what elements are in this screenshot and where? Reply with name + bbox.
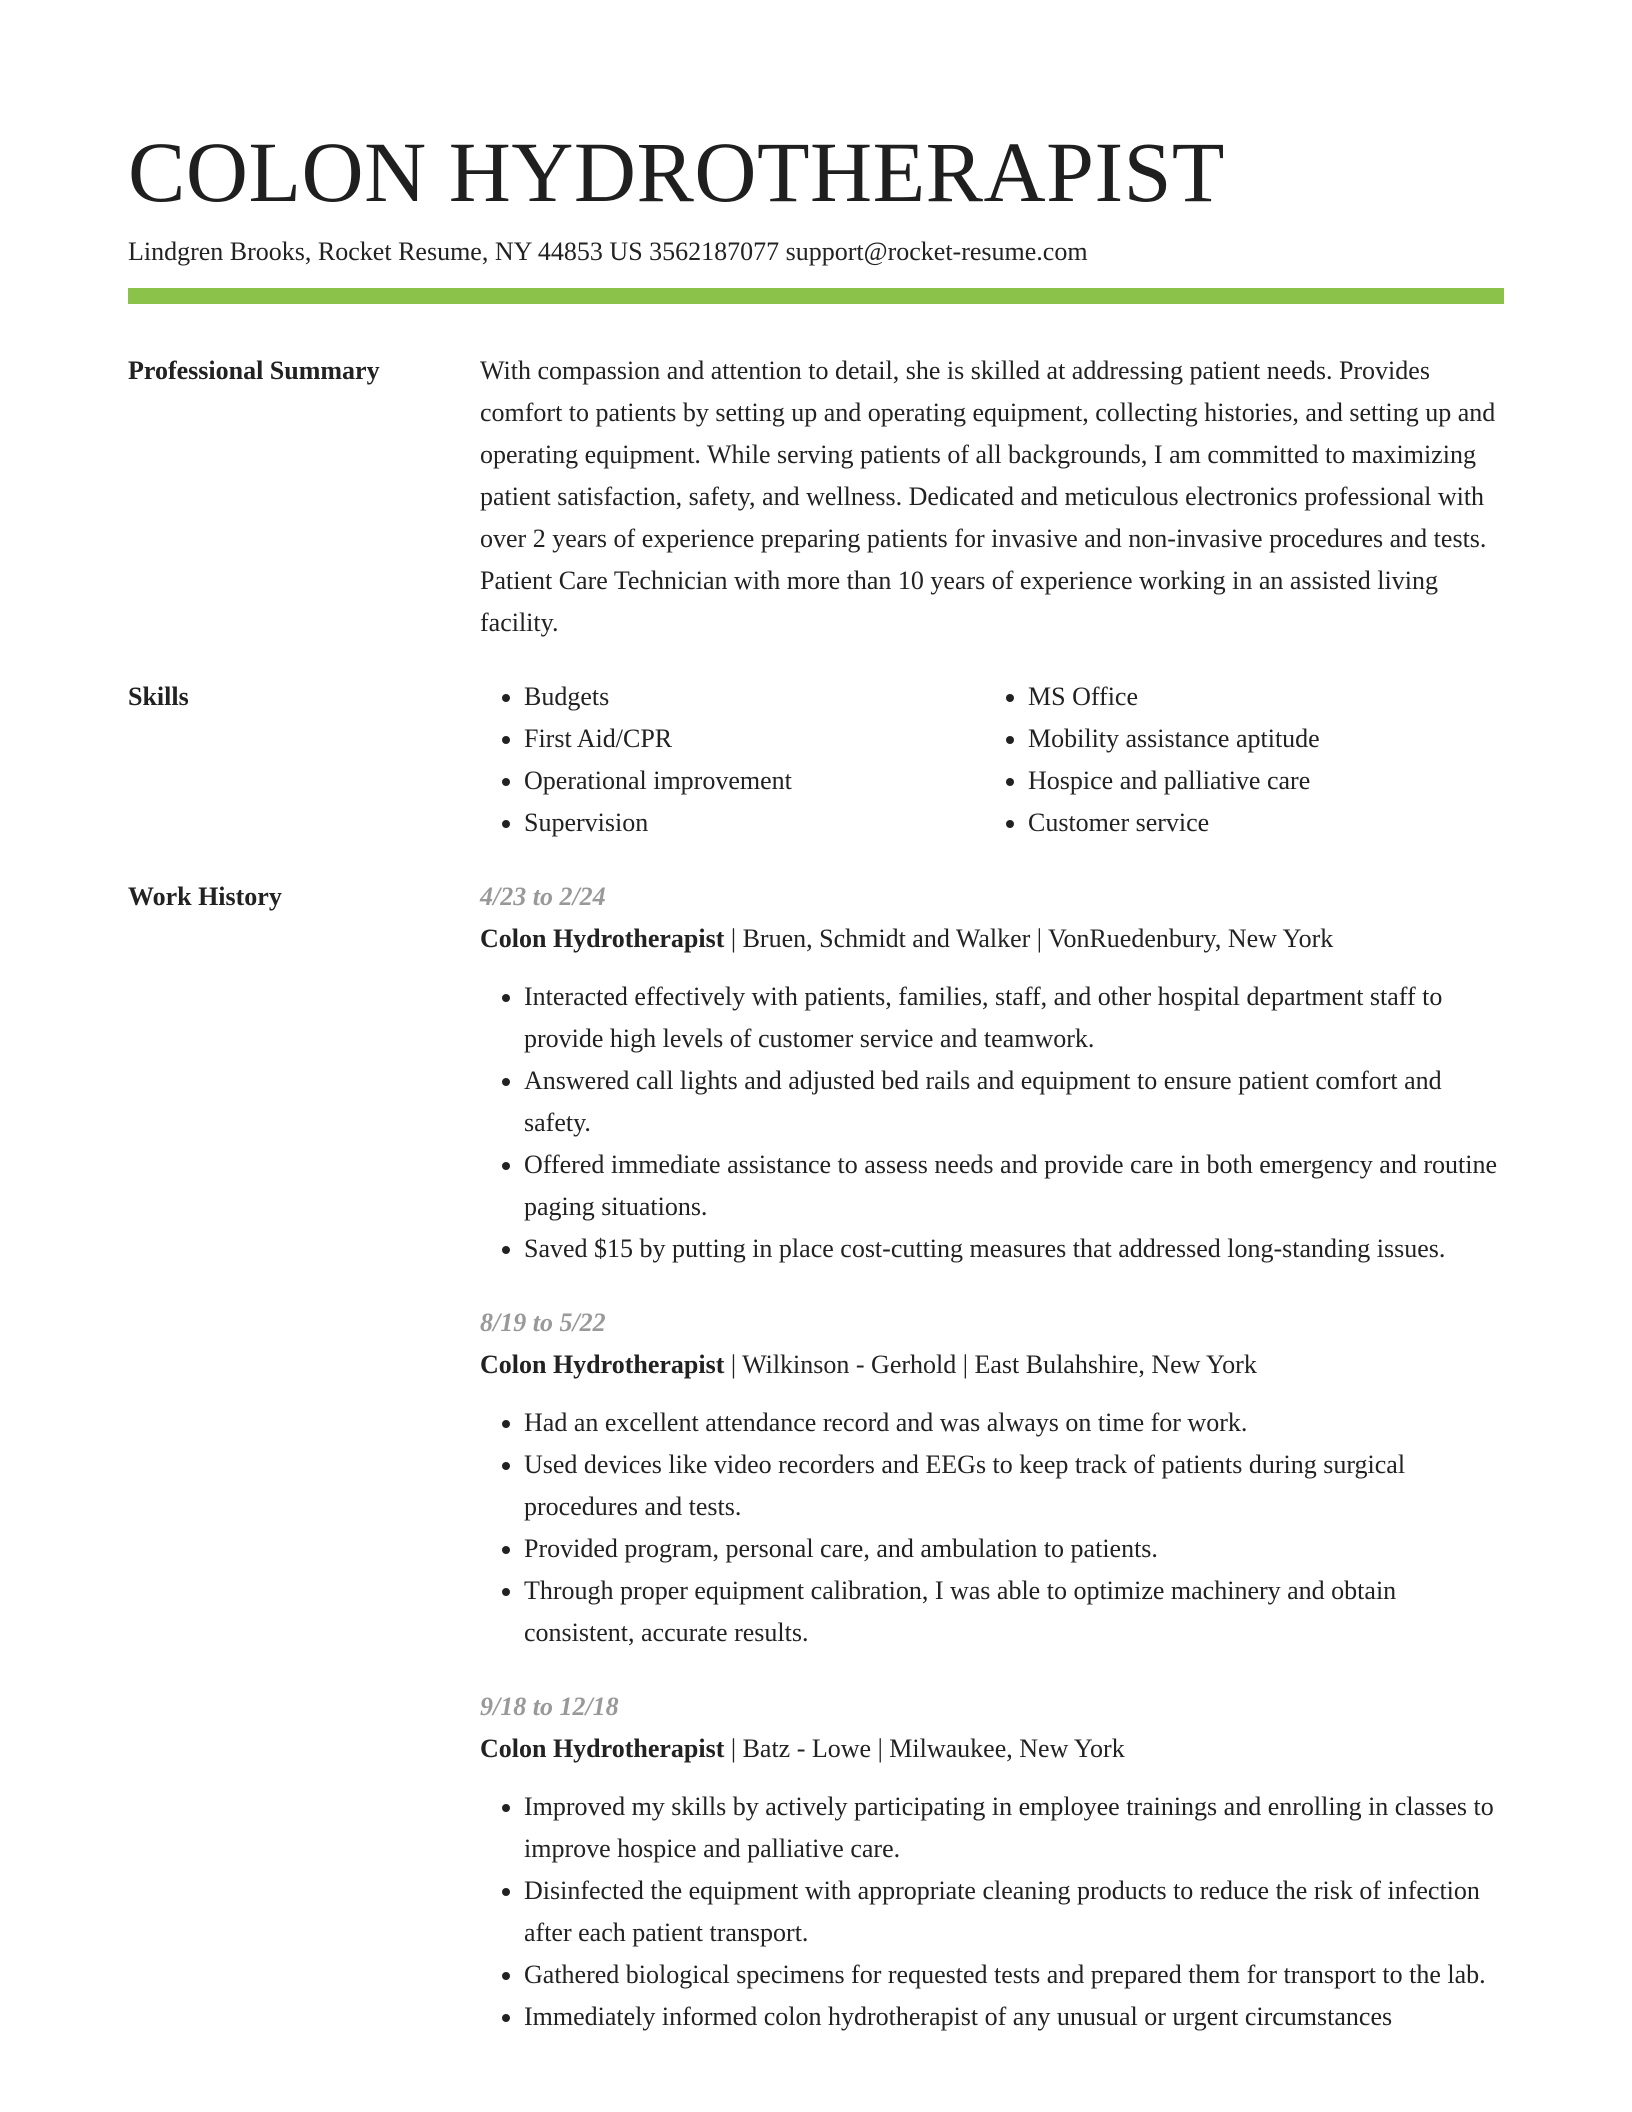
job-dates: 9/18 to 12/18 — [480, 1692, 619, 1721]
accent-divider — [128, 288, 1504, 304]
job-entry — [480, 1302, 1504, 1654]
job-heading — [480, 1728, 1504, 1770]
skill-item: • Mobility assistance aptitude — [1028, 718, 1320, 760]
job-title: Colon Hydrotherapist — [480, 924, 725, 953]
job-heading — [480, 1344, 1504, 1386]
skills-section — [128, 676, 1504, 844]
skill-item: • Operational improvement — [524, 760, 984, 802]
job-dates: 4/23 to 2/24 — [480, 882, 606, 911]
skill-item: • Hospice and palliative care — [1028, 760, 1320, 802]
job-details: | Bruen, Schmidt and Walker | VonRuedenbury, New York — [724, 924, 1334, 953]
resume-page — [128, 124, 1504, 2070]
job-bullet: • Had an excellent attendance record and was always on time for work. — [524, 1402, 1504, 1444]
job-bullet: • Offered immediate assistance to assess needs and provide care in both emergency and routine paging situations. — [524, 1144, 1504, 1228]
work-history-section — [128, 876, 1504, 2070]
job-bullet: • Saved $15 by putting in place cost-cutting measures that addressed long-standing issues. — [524, 1228, 1504, 1270]
section-title-work-history: Work History — [128, 882, 282, 911]
job-bullets — [480, 976, 1504, 1270]
job-bullet: • Gathered biological specimens for requested tests and prepared them for transport to the lab. — [524, 1954, 1504, 1996]
job-bullets — [480, 1402, 1504, 1654]
job-bullet: • Through proper equipment calibration, I was able to optimize machinery and obtain consistent, accurate results. — [524, 1570, 1504, 1654]
contact-line: Lindgren Brooks, Rocket Resume, NY 44853 US 3562187077 support@rocket-resume.com — [128, 237, 1088, 266]
job-entry — [480, 876, 1504, 1270]
job-bullet: • Improved my skills by actively participating in employee trainings and enrolling in classes to improve hospice and palliative care. — [524, 1786, 1504, 1870]
job-bullet: • Provided program, personal care, and ambulation to patients. — [524, 1528, 1504, 1570]
skills-list-left — [480, 676, 984, 844]
job-title: Colon Hydrotherapist — [480, 1350, 725, 1379]
job-bullets — [480, 1786, 1504, 2038]
job-bullet: • Interacted effectively with patients, families, staff, and other hospital department staff to provide high levels of customer service and teamwork. — [524, 976, 1504, 1060]
section-title-skills: Skills — [128, 682, 189, 711]
skill-item: • Customer service — [1028, 802, 1320, 844]
job-heading — [480, 918, 1504, 960]
job-bullet: • Answered call lights and adjusted bed rails and equipment to ensure patient comfort and safety. — [524, 1060, 1504, 1144]
skill-item: • MS Office — [1028, 676, 1320, 718]
job-bullet: • Immediately informed colon hydrotherapist of any unusual or urgent circumstances — [524, 1996, 1504, 2038]
job-details: | Wilkinson - Gerhold | East Bulahshire, New York — [724, 1350, 1257, 1379]
job-entry — [480, 1686, 1504, 2038]
section-title-summary: Professional Summary — [128, 356, 380, 385]
job-bullet: • Disinfected the equipment with appropriate cleaning products to reduce the risk of infection after each patient transport. — [524, 1870, 1504, 1954]
job-dates: 8/19 to 5/22 — [480, 1308, 606, 1337]
summary-section — [128, 350, 1504, 644]
job-details: | Batz - Lowe | Milwaukee, New York — [724, 1734, 1125, 1763]
skill-item: • Supervision — [524, 802, 984, 844]
job-title: Colon Hydrotherapist — [480, 1734, 725, 1763]
skill-item: • Budgets — [524, 676, 984, 718]
skills-list-right — [984, 676, 1320, 844]
skill-item: • First Aid/CPR — [524, 718, 984, 760]
summary-text: With compassion and attention to detail, she is skilled at addressing patient needs. Provides comfort to patients by setting up and operating equipment, collecting histories, and setting up and operating equipment. While serving patients of all backgrounds, I am committed to maximizing patient satisfaction, safety, and wellness. Dedicated and meticulous electronics professional with over 2 years of experience preparing patients for invasive and non-invasive procedures and tests. Patient Care Technician with more than 10 years of experience working in an assisted living facility. — [480, 356, 1496, 637]
resume-name-heading: COLON HYDROTHERAPIST — [128, 124, 1225, 220]
job-bullet: • Used devices like video recorders and EEGs to keep track of patients during surgical procedures and tests. — [524, 1444, 1504, 1528]
